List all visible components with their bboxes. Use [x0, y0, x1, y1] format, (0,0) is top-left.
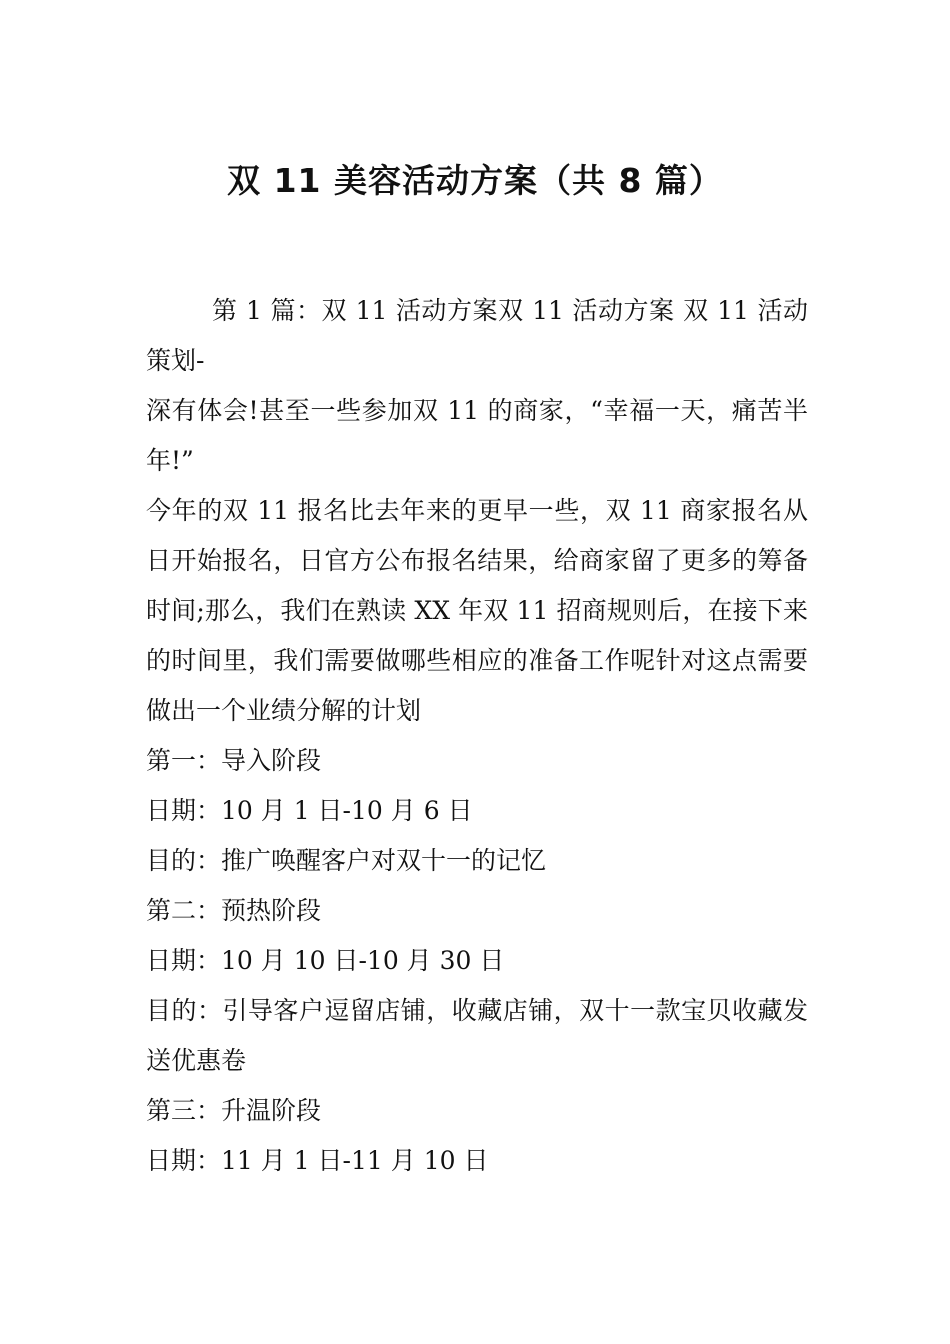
paragraph-stage-2-goal: 目的：引导客户逗留店铺，收藏店铺，双十一款宝贝收藏发送优惠卷: [146, 996, 808, 1075]
paragraph-stage-1-heading: 第一：导入阶段: [146, 746, 322, 775]
document-title: 双 11 美容活动方案（共 8 篇）: [227, 161, 723, 200]
paragraph-stage-1-date: 日期：10 月 1 日-10 月 6 日: [146, 796, 473, 825]
paragraph-registration: 今年的双 11 报名比去年来的更早一些，双 11 商家报名从日开始报名，日官方公布报名结果，给商家留了更多的筹备时间;那么，我们在熟读 XX 年双 11 招商规则后，在接下来的时间里，我们需要做哪些相应的准备工作呢针对这点需要做出一个业绩分解的计划: [146, 496, 808, 725]
paragraph-stage-1-goal: 目的：推广唤醒客户对双十一的记忆: [146, 846, 547, 875]
paragraph-stage-2-date: 日期：10 月 10 日-10 月 30 日: [146, 946, 505, 975]
paragraph-stage-2-heading: 第二：预热阶段: [146, 896, 322, 925]
paragraph-intro: 深有体会!甚至一些参加双 11 的商家，“幸福一天，痛苦半年!”: [146, 396, 808, 475]
paragraph-stage-3-heading: 第三：升温阶段: [146, 1096, 322, 1125]
document-body: [146, 286, 808, 1186]
paragraph-stage-3-date: 日期：11 月 1 日-11 月 10 日: [146, 1146, 489, 1175]
paragraph-article-heading: 第 1 篇：双 11 活动方案双 11 活动方案 双 11 活动策划-: [146, 296, 808, 375]
